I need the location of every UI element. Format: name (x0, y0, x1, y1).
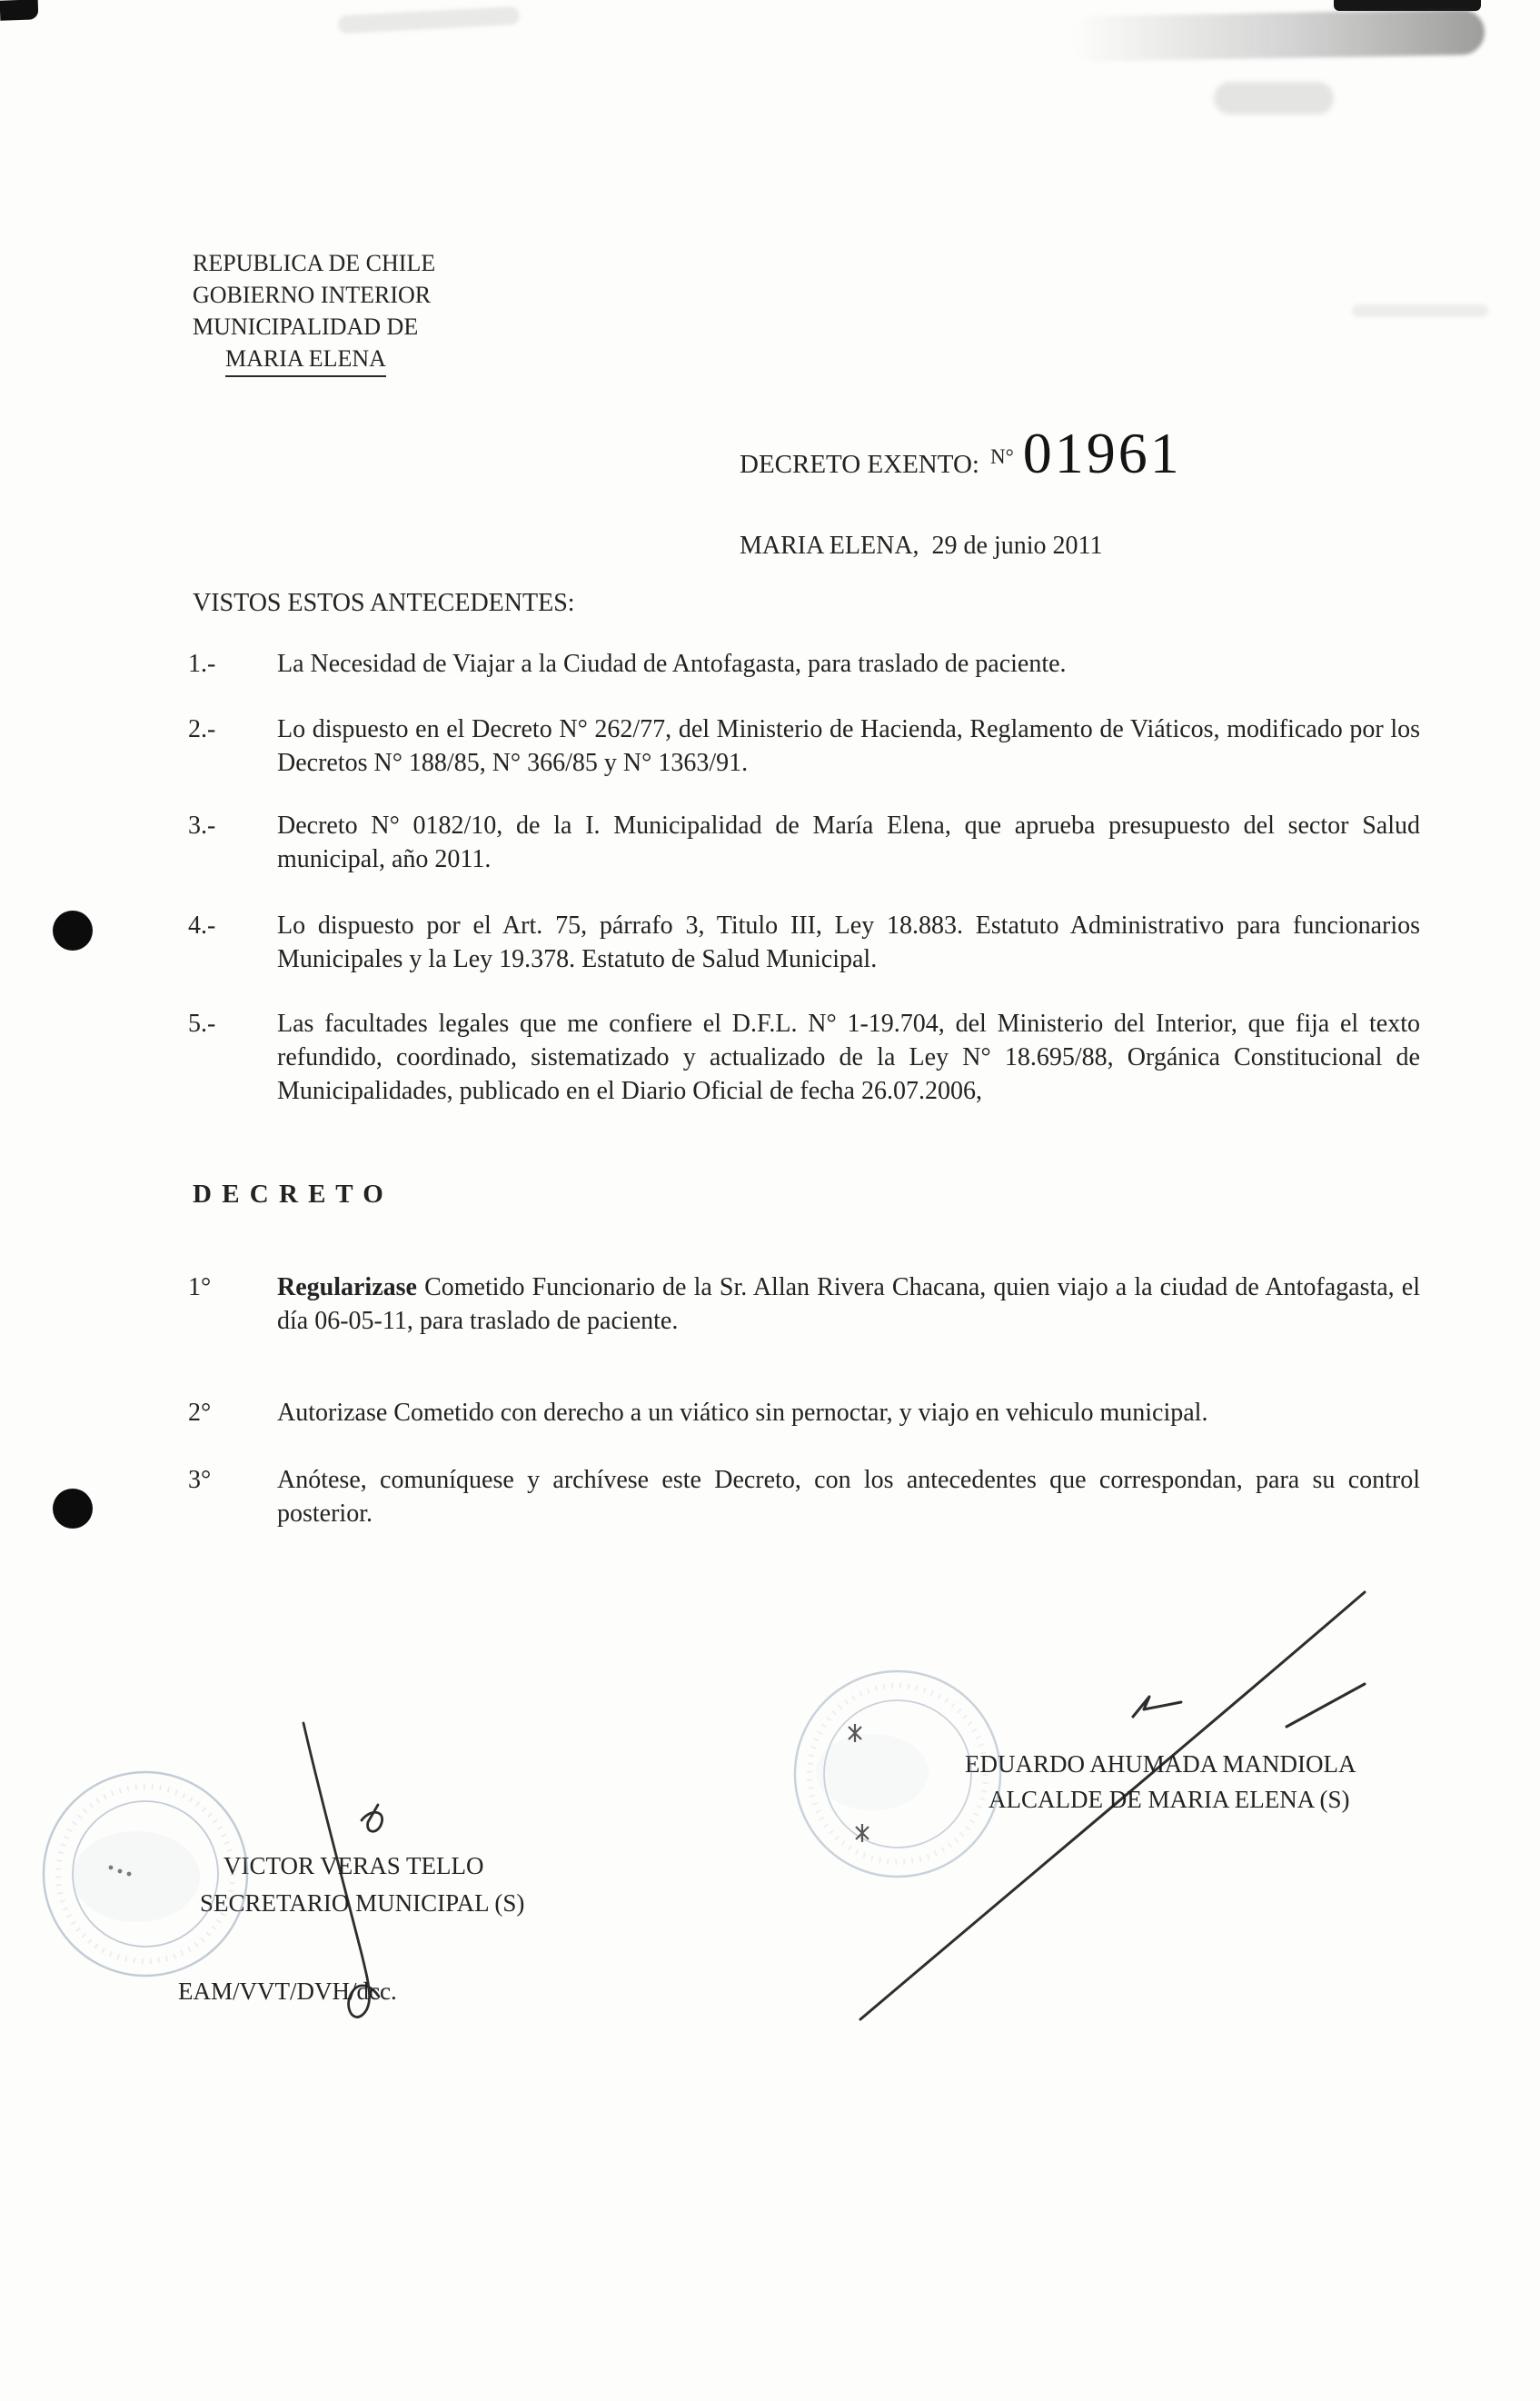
item-text: Lo dispuesto por el Art. 75, párrafo 3, Titulo III, Ley 18.883. Estatuto Administrativo para funcionarios Municipales y la Ley 19.378. Estatuto de Salud Municipal. (277, 912, 1420, 973)
decreto-heading: D E C R E T O (193, 1180, 385, 1209)
place-date-line: MARIA ELENA, 29 de junio 2011 (740, 532, 1103, 560)
letterhead-line: MUNICIPALIDAD DE (193, 314, 419, 340)
secretario-title: SECRETARIO MUNICIPAL (S) (200, 1889, 525, 1917)
antecedente-item (188, 712, 1433, 780)
ink-speck (849, 1724, 869, 1842)
item-number: 3° (188, 1466, 212, 1494)
secretario-name: VICTOR VERAS TELLO (224, 1852, 484, 1879)
scan-smudge (1070, 9, 1485, 62)
decree-number-line (740, 420, 1182, 487)
item-text: Anótese, comuníquese y archívese este Decreto, con los antecedentes que correspondan, para su control posterior. (277, 1466, 1420, 1528)
hole-punch-mark (53, 1489, 93, 1529)
decree-label: DECRETO EXENTO: (740, 450, 979, 479)
antecedente-item (188, 909, 1433, 976)
antecedente-item (188, 809, 1433, 876)
item-bold-lead: Regularizase (277, 1273, 417, 1301)
hole-punch-mark (53, 911, 93, 951)
resolucion-item (188, 1396, 1433, 1430)
item-text: La Necesidad de Viajar a la Ciudad de Antofagasta, para traslado de paciente. (277, 650, 1067, 678)
secretario-signature-block (200, 1848, 524, 1922)
alcalde-title: ALCALDE DE MARIA ELENA (S) (989, 1786, 1350, 1813)
item-text: Lo dispuesto en el Decreto N° 262/77, del Ministerio de Hacienda, Reglamento de Viáticos, modificado por los Decretos N° 188/85, N° 366/85 y N° 1363/91. (277, 715, 1420, 777)
item-number: 5.- (188, 1010, 216, 1038)
item-number: 3.- (188, 812, 216, 840)
item-number: 2° (188, 1399, 212, 1427)
decree-number-prefix: N° (989, 445, 1014, 468)
item-text: Las facultades legales que me confiere el D.F.L. N° 1-19.704, del Ministerio del Interior, que fija el texto refundido, coordinado, sistematizado y actualizado de la Ley N° 18.695/88, Orgánica Constitucional de Municipalidades, publicado en el Diario Oficial de fecha 26.07.2006, (277, 1010, 1420, 1105)
scan-smudge (338, 6, 521, 34)
item-number: 2.- (188, 715, 216, 743)
item-text (277, 1270, 1420, 1338)
antecedente-item (188, 647, 1433, 681)
letterhead-line: REPUBLICA DE CHILE (193, 250, 436, 276)
letterhead-line: GOBIERNO INTERIOR (193, 282, 432, 308)
item-text: Autorizase Cometido con derecho a un viático sin pernoctar, y viajo en vehiculo municipal. (277, 1399, 1208, 1427)
vistos-heading: VISTOS ESTOS ANTECEDENTES: (193, 589, 575, 617)
letterhead (193, 247, 435, 377)
item-number: 1° (188, 1273, 212, 1301)
resolucion-item (188, 1270, 1433, 1338)
item-text: Decreto N° 0182/10, de la I. Municipalidad de María Elena, que aprueba presupuesto del sector Salud municipal, año 2011. (277, 812, 1420, 873)
item-number: 1.- (188, 650, 216, 678)
antecedente-item (188, 1007, 1433, 1108)
scan-smudge (1352, 304, 1488, 317)
letterhead-municipality: MARIA ELENA (225, 343, 386, 377)
item-text-rest: Cometido Funcionario de la Sr. Allan Rivera Chacana, quien viajo a la ciudad de Antofagasta, el día 06-05-11, para traslado de paciente. (277, 1273, 1420, 1335)
decree-number: 01961 (1022, 421, 1182, 485)
scan-artifact-bar (1334, 0, 1481, 11)
alcalde-name: EDUARDO AHUMADA MANDIOLA (965, 1750, 1356, 1778)
document-initials: EAM/VVT/DVH/dcc. (178, 1978, 397, 2005)
alcalde-signature-block (965, 1747, 1356, 1818)
ink-dots (109, 1866, 132, 1877)
item-number: 4.- (188, 912, 216, 940)
scan-artifact-corner (0, 0, 38, 21)
resolucion-item (188, 1463, 1433, 1530)
scan-smudge (1214, 82, 1334, 115)
